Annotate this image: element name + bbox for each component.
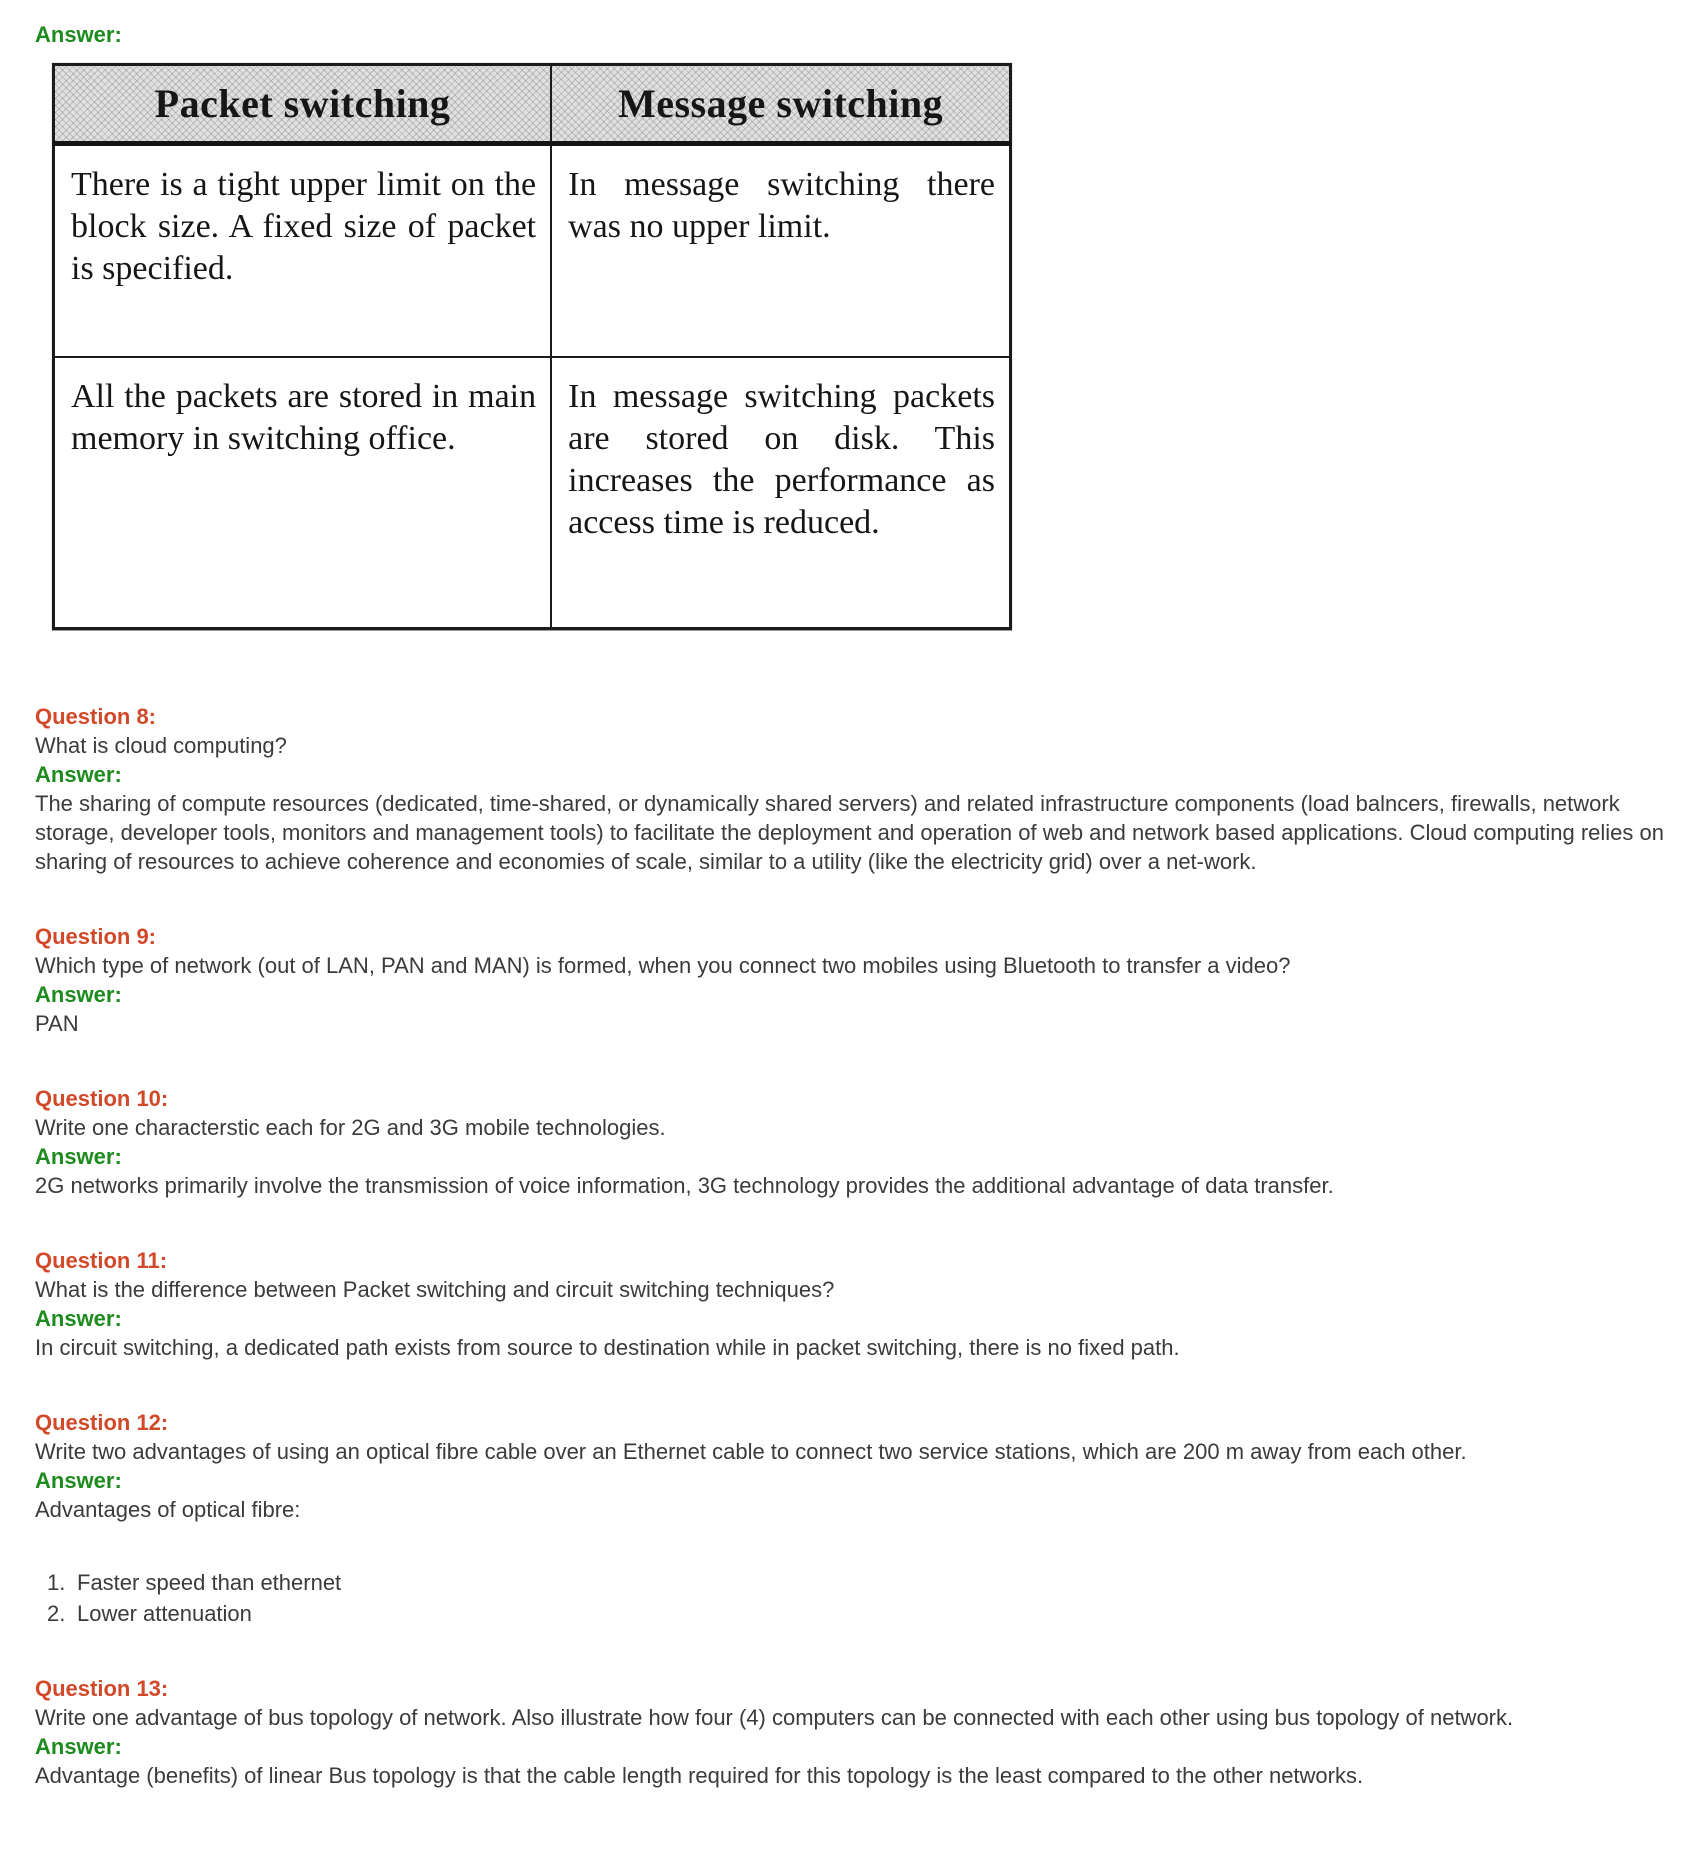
question-label: Question 8:: [35, 704, 157, 729]
answer-label: Answer:: [35, 1734, 122, 1759]
table-header-row: [54, 65, 1011, 144]
answer-text: Advantage (benefits) of linear Bus topology is that the cable length required for this topology is the least compared to the other networks.: [35, 1763, 1364, 1788]
table-row: [54, 144, 1011, 357]
scanned-table-image: [52, 63, 1012, 630]
table-header-packet-switching: Packet switching: [54, 65, 552, 144]
question-text: Which type of network (out of LAN, PAN and MAN) is formed, when you connect two mobiles using Bluetooth to transfer a video?: [35, 953, 1291, 978]
table-cell-message-row2: In message switching packets are stored on disk. This increases the performance as access time is reduced.: [551, 357, 1010, 629]
question-block-12: [35, 1408, 1665, 1628]
answer-label: Answer:: [35, 762, 122, 787]
question-block-10: [35, 1084, 1665, 1200]
list-item-text: Lower attenuation: [77, 1601, 252, 1626]
answer-label: Answer:: [35, 1144, 122, 1169]
list-item: [35, 1568, 1665, 1597]
table-cell-packet-row1: There is a tight upper limit on the block size. A fixed size of packet is specified.: [54, 144, 552, 357]
answer-label: Answer:: [35, 982, 122, 1007]
question-block-9: [35, 922, 1665, 1038]
question-label: Question 10:: [35, 1086, 169, 1111]
answer-text: PAN: [35, 1011, 79, 1036]
table-row: [54, 357, 1011, 629]
list-item-number: 2.: [47, 1601, 66, 1626]
advantages-list: [35, 1568, 1665, 1628]
question-text: Write two advantages of using an optical fibre cable over an Ethernet cable to connect two service stations, which are 200 m away from each other.: [35, 1439, 1467, 1464]
table-cell-packet-row2: All the packets are stored in main memory in switching office.: [54, 357, 552, 629]
question-text: What is the difference between Packet switching and circuit switching techniques?: [35, 1277, 835, 1302]
question-text: What is cloud computing?: [35, 733, 287, 758]
answer-text: In circuit switching, a dedicated path exists from source to destination while in packet switching, there is no fixed path.: [35, 1335, 1180, 1360]
list-item: [35, 1599, 1665, 1628]
list-item-text: Faster speed than ethernet: [77, 1570, 342, 1595]
answer-label: Answer:: [35, 1306, 122, 1331]
question-text: Write one advantage of bus topology of network. Also illustrate how four (4) computers can be connected with each other using bus topology of network.: [35, 1705, 1514, 1730]
question-block-8: [35, 702, 1665, 876]
answer-text: The sharing of compute resources (dedicated, time-shared, or dynamically shared servers) and related infrastructure components (load balncers, firewalls, network storage, developer tools, monitors and management tools) to facilitate the deployment and operation of web and network based applications. Cloud computing relies on sharing of resources to achieve coherence and economies of scale, similar to a utility (like the electricity grid) over a net-work.: [35, 791, 1664, 874]
question-text: Write one characterstic each for 2G and 3G mobile technologies.: [35, 1115, 666, 1140]
answer-text: Advantages of optical fibre:: [35, 1497, 301, 1522]
question-block-11: [35, 1246, 1665, 1362]
question-label: Question 9:: [35, 924, 157, 949]
table-cell-message-row1: In message switching there was no upper limit.: [551, 144, 1010, 357]
question-label: Question 13:: [35, 1676, 169, 1701]
question-label: Question 11:: [35, 1248, 168, 1273]
answer-label: Answer:: [35, 1468, 122, 1493]
question-block-13: [35, 1674, 1665, 1790]
question-label: Question 12:: [35, 1410, 169, 1435]
list-item-number: 1.: [47, 1570, 66, 1595]
answer-text: 2G networks primarily involve the transmission of voice information, 3G technology provides the additional advantage of data transfer.: [35, 1173, 1334, 1198]
answer-label: Answer:: [35, 22, 122, 47]
table-header-message-switching: Message switching: [551, 65, 1010, 144]
